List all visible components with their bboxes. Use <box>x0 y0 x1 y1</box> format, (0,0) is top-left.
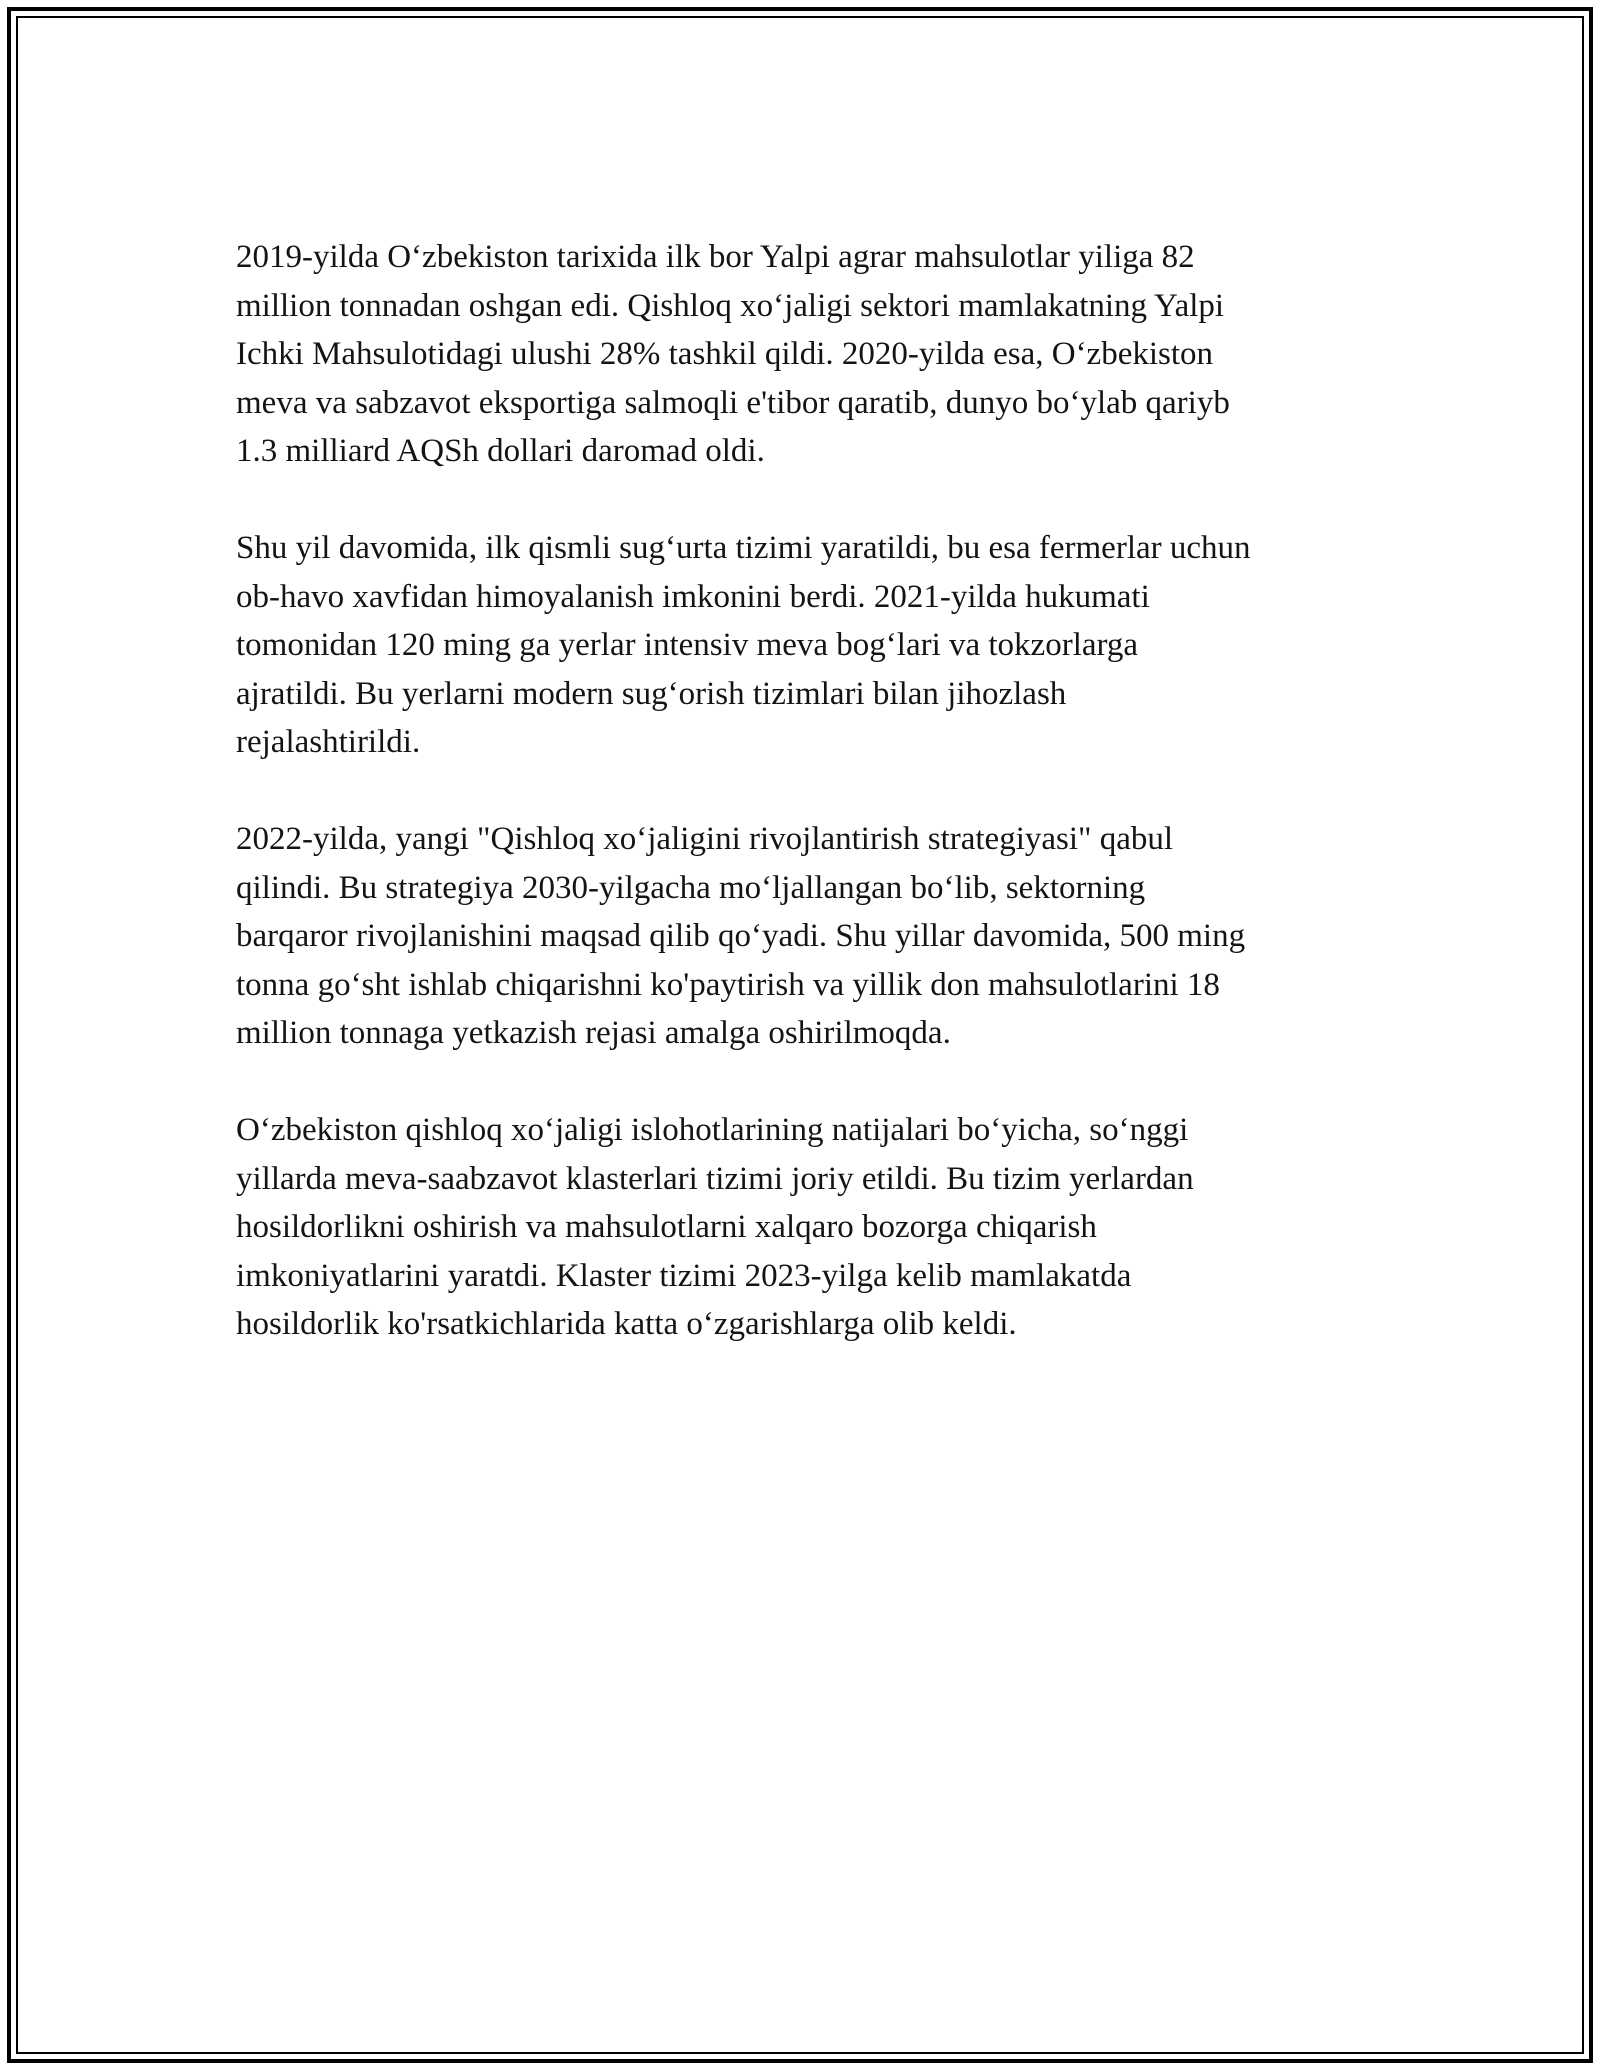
paragraph-2 <box>236 524 1366 767</box>
text-line: tomonidan 120 ming ga yerlar intensiv meva bog‘lari va tokzorlarga <box>236 627 1139 663</box>
text-line: 2019-yilda O‘zbekiston tarixida ilk bor Yalpi agrar mahsulotlar yiliga 82 <box>236 239 1195 275</box>
text-line: million tonnaga yetkazish rejasi amalga oshirilmoqda. <box>236 1015 951 1051</box>
text-line: Shu yil davomida, ilk qismli sug‘urta tizimi yaratildi, bu esa fermerlar uchun <box>236 530 1251 566</box>
text-line: O‘zbekiston qishloq xo‘jaligi islohotlarining natijalari bo‘yicha, so‘nggi <box>236 1112 1189 1148</box>
text-line: barqaror rivojlanishini maqsad qilib qo‘yadi. Shu yillar davomida, 500 ming <box>236 918 1246 954</box>
paragraph-3 <box>236 815 1366 1058</box>
text-line: imkoniyatlarini yaratdi. Klaster tizimi 2023-yilga kelib mamlakatda <box>236 1257 1132 1294</box>
paragraph-1 <box>236 233 1366 476</box>
paragraph-4 <box>236 1106 1366 1349</box>
text-line: meva va sabzavot eksportiga salmoqli e'tibor qaratib, dunyo bo‘ylab qariyb <box>236 384 1230 421</box>
text-line: Ichki Mahsulotidagi ulushi 28% tashkil qildi. 2020-yilda esa, O‘zbekiston <box>236 336 1214 372</box>
text-line: ob-havo xavfidan himoyalanish imkonini berdi. 2021-yilda hukumati <box>236 578 1150 615</box>
text-line: qilindi. Bu strategiya 2030-yilgacha mo‘ljallangan bo‘lib, sektorning <box>236 869 1146 906</box>
text-line: ajratildi. Bu yerlarni modern sug‘orish tizimlari bilan jihozlash <box>236 675 1067 712</box>
text-line: hosildorlik ko'rsatkichlarida katta o‘zgarishlarga olib keldi. <box>236 1306 1017 1342</box>
text-line: million tonnadan oshgan edi. Qishloq xo‘jaligi sektori mamlakatning Yalpi <box>236 287 1225 324</box>
text-line: hosildorlikni oshirish va mahsulotlarni xalqaro bozorga chiqarish <box>236 1209 1097 1245</box>
text-line: tonna go‘sht ishlab chiqarishni ko'paytirish va yillik don mahsulotlarini 18 <box>236 966 1220 1003</box>
text-line: 1.3 milliard AQSh dollari daromad oldi. <box>236 433 765 469</box>
document-body <box>236 233 1366 1397</box>
text-line: 2022-yilda, yangi "Qishloq xo‘jaligini rivojlantirish strategiyasi" qabul <box>236 821 1174 857</box>
text-line: rejalashtirildi. <box>236 724 421 760</box>
text-line: yillarda meva-saabzavot klasterlari tizimi joriy etildi. Bu tizim yerlardan <box>236 1160 1194 1197</box>
